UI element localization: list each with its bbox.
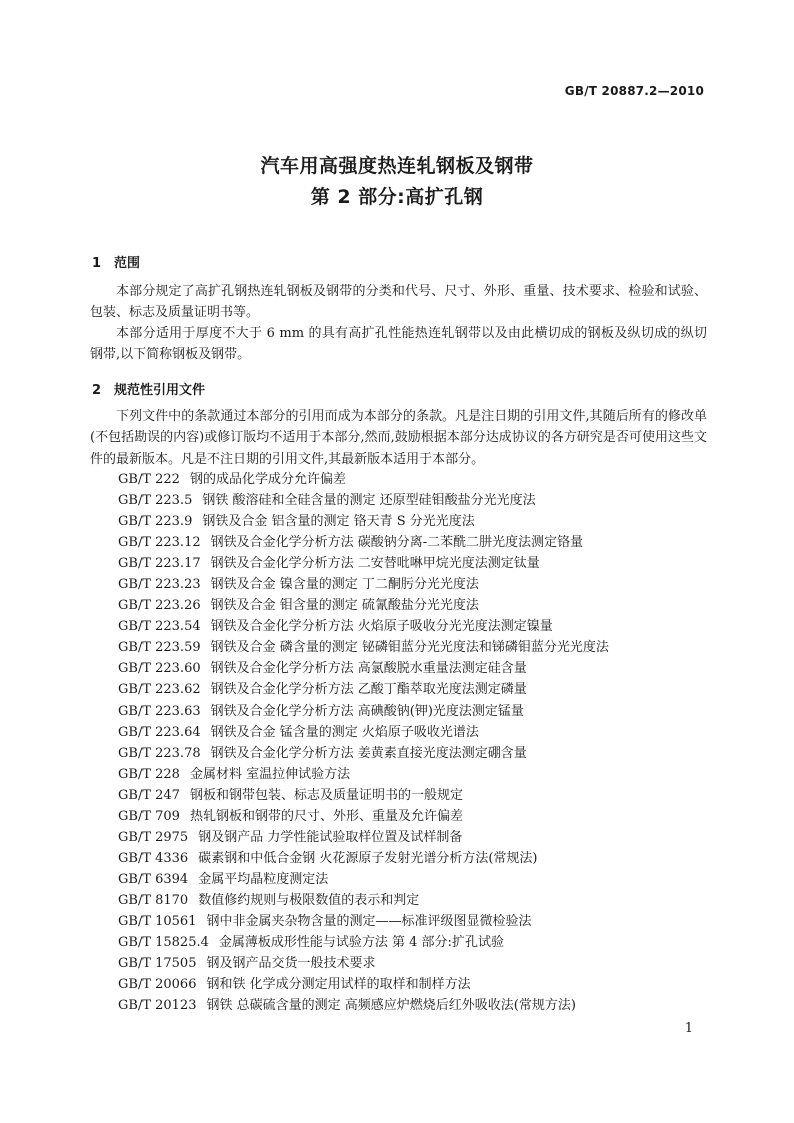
reference-title: 钢的成品化学成分允许偏差 xyxy=(189,472,346,487)
reference-code: GB/T 223.62 xyxy=(118,682,201,698)
reference-title: 钢铁及合金化学分析方法 乙酸丁酯萃取光度法测定磷量 xyxy=(210,682,527,698)
reference-code: GB/T 17505 xyxy=(118,956,197,972)
document-title-line2: 第 2 部分:高扩孔钢 xyxy=(310,186,484,208)
reference-title: 金属平均晶粒度测定法 xyxy=(198,871,329,887)
reference-title: 钢铁及合金 铝含量的测定 铬天青 S 分光光度法 xyxy=(202,514,475,530)
reference-title: 钢铁及合金 镍含量的测定 丁二酮肟分光光度法 xyxy=(210,577,479,593)
reference-item xyxy=(118,679,609,700)
reference-code: GB/T 223.59 xyxy=(118,640,201,656)
reference-item xyxy=(118,890,609,911)
reference-title: 数值修约规则与极限数值的表示和判定 xyxy=(198,892,420,908)
reference-title: 钢铁及合金化学分析方法 高氯酸脱水重量法测定硅含量 xyxy=(210,661,527,677)
reference-item xyxy=(118,511,609,532)
reference-item xyxy=(118,743,609,764)
section-title: 范围 xyxy=(114,256,141,271)
section-number: 1 xyxy=(92,256,102,271)
reference-item xyxy=(118,701,609,722)
reference-item xyxy=(118,953,609,974)
reference-title: 钢铁 总碳硫含量的测定 高频感应炉燃烧后红外吸收法(常规方法) xyxy=(206,998,576,1014)
reference-code: GB/T 228 xyxy=(118,766,180,782)
reference-item xyxy=(118,490,609,511)
reference-item xyxy=(118,616,609,637)
reference-item xyxy=(118,553,609,574)
reference-code: GB/T 223.17 xyxy=(118,556,201,572)
reference-title: 钢及钢产品交货一般技术要求 xyxy=(206,956,376,972)
reference-item xyxy=(118,827,609,848)
reference-title: 钢铁 酸溶硅和全硅含量的测定 还原型硅钼酸盐分光光度法 xyxy=(202,493,536,509)
reference-title: 金属材料 室温拉伸试验方法 xyxy=(189,766,351,782)
reference-title: 钢铁及合金 锰含量的测定 火焰原子吸收光谱法 xyxy=(210,724,479,740)
reference-title: 钢中非金属夹杂物含量的测定——标准评级图显微检验法 xyxy=(206,913,532,929)
reference-item xyxy=(118,974,609,995)
reference-title: 钢铁及合金化学分析方法 二安替吡啉甲烷光度法测定钛量 xyxy=(210,556,540,572)
reference-code: GB/T 247 xyxy=(118,787,180,803)
paragraph: 下列文件中的条款通过本部分的引用而成为本部分的条款。凡是注日期的引用文件,其随后所有的修改单(不包括勘误的内容)或修订版均不适用于本部分,然而,鼓励根据本部分达成协议的各方研究是否可使用这些文件的最新版本。凡是不注日期的引用文件,其最新版本适用于本部分。 xyxy=(90,409,707,467)
reference-item xyxy=(118,869,609,890)
reference-code: GB/T 6394 xyxy=(118,871,189,887)
reference-code: GB/T 15825.4 xyxy=(118,935,209,951)
reference-item xyxy=(118,806,609,827)
reference-code: GB/T 4336 xyxy=(118,850,189,866)
paragraph: 本部分适用于厚度不大于 6 mm 的具有高扩孔性能热连轧钢带以及由此横切成的钢板及纵切成的纵切钢带,以下简称钢板及钢带。 xyxy=(90,326,707,363)
reference-code: GB/T 10561 xyxy=(118,913,197,929)
reference-title: 碳素钢和中低合金钢 火花源原子发射光谱分析方法(常规法) xyxy=(198,850,538,866)
reference-code: GB/T 223.78 xyxy=(118,745,201,761)
reference-item xyxy=(118,722,609,743)
reference-code: GB/T 222 xyxy=(118,472,180,487)
reference-title: 金属薄板成形性能与试验方法 第 4 部分:扩孔试验 xyxy=(218,935,504,951)
reference-code: GB/T 223.23 xyxy=(118,577,201,593)
reference-item xyxy=(118,574,609,595)
reference-item xyxy=(118,658,609,679)
reference-code: GB/T 223.12 xyxy=(118,535,201,551)
paragraph: 本部分规定了高扩孔钢热连轧钢板及钢带的分类和代号、尺寸、外形、重量、技术要求、检验和试验、包装、标志及质量证明书等。 xyxy=(90,284,707,321)
reference-item xyxy=(118,764,609,785)
reference-title: 钢和铁 化学成分测定用试样的取样和制样方法 xyxy=(206,977,471,993)
reference-item xyxy=(118,469,609,490)
reference-item xyxy=(118,595,609,616)
reference-code: GB/T 223.64 xyxy=(118,724,201,740)
reference-title: 钢铁及合金 磷含量的测定 铋磷钼蓝分光光度法和锑磷钼蓝分光光度法 xyxy=(210,640,609,656)
reference-code: GB/T 223.5 xyxy=(118,493,193,509)
reference-list xyxy=(118,469,609,1016)
reference-item xyxy=(118,995,609,1016)
reference-title: 热轧钢板和钢带的尺寸、外形、重量及允许偏差 xyxy=(189,808,463,824)
reference-code: GB/T 223.54 xyxy=(118,619,201,635)
reference-code: GB/T 20066 xyxy=(118,977,197,993)
reference-code: GB/T 8170 xyxy=(118,892,189,908)
reference-code: GB/T 223.63 xyxy=(118,703,201,719)
reference-title: 钢板和钢带包装、标志及质量证明书的一般规定 xyxy=(189,787,463,803)
reference-item xyxy=(118,848,609,869)
reference-item xyxy=(118,932,609,953)
reference-code: GB/T 20123 xyxy=(118,998,197,1014)
reference-code: GB/T 2975 xyxy=(118,829,189,845)
standard-number: GB/T 20887.2—2010 xyxy=(564,84,704,98)
section-number: 2 xyxy=(92,383,102,398)
reference-code: GB/T 223.26 xyxy=(118,598,201,614)
section-heading-scope xyxy=(92,252,140,271)
reference-code: GB/T 709 xyxy=(118,808,180,824)
reference-code: GB/T 223.9 xyxy=(118,514,193,530)
reference-item xyxy=(118,637,609,658)
reference-item xyxy=(118,911,609,932)
reference-item xyxy=(118,532,609,553)
reference-title: 钢铁及合金化学分析方法 火焰原子吸收分光光度法测定镍量 xyxy=(210,619,553,635)
reference-title: 钢铁及合金化学分析方法 姜黄素直接光度法测定硼含量 xyxy=(210,745,527,761)
document-title-line1: 汽车用高强度热连轧钢板及钢带 xyxy=(260,155,534,177)
reference-title: 钢铁及合金化学分析方法 高碘酸钠(钾)光度法测定锰量 xyxy=(210,703,524,719)
reference-code: GB/T 223.60 xyxy=(118,661,201,677)
section-heading-normative-references xyxy=(92,379,205,398)
reference-title: 钢铁及合金 钼含量的测定 硫氰酸盐分光光度法 xyxy=(210,598,479,614)
reference-item xyxy=(118,785,609,806)
reference-title: 钢铁及合金化学分析方法 碳酸钠分离-二苯酰二肼光度法测定铬量 xyxy=(210,535,584,551)
section-title: 规范性引用文件 xyxy=(114,383,206,398)
reference-title: 钢及钢产品 力学性能试验取样位置及试样制备 xyxy=(198,829,463,845)
page-number: 1 xyxy=(684,1021,693,1036)
